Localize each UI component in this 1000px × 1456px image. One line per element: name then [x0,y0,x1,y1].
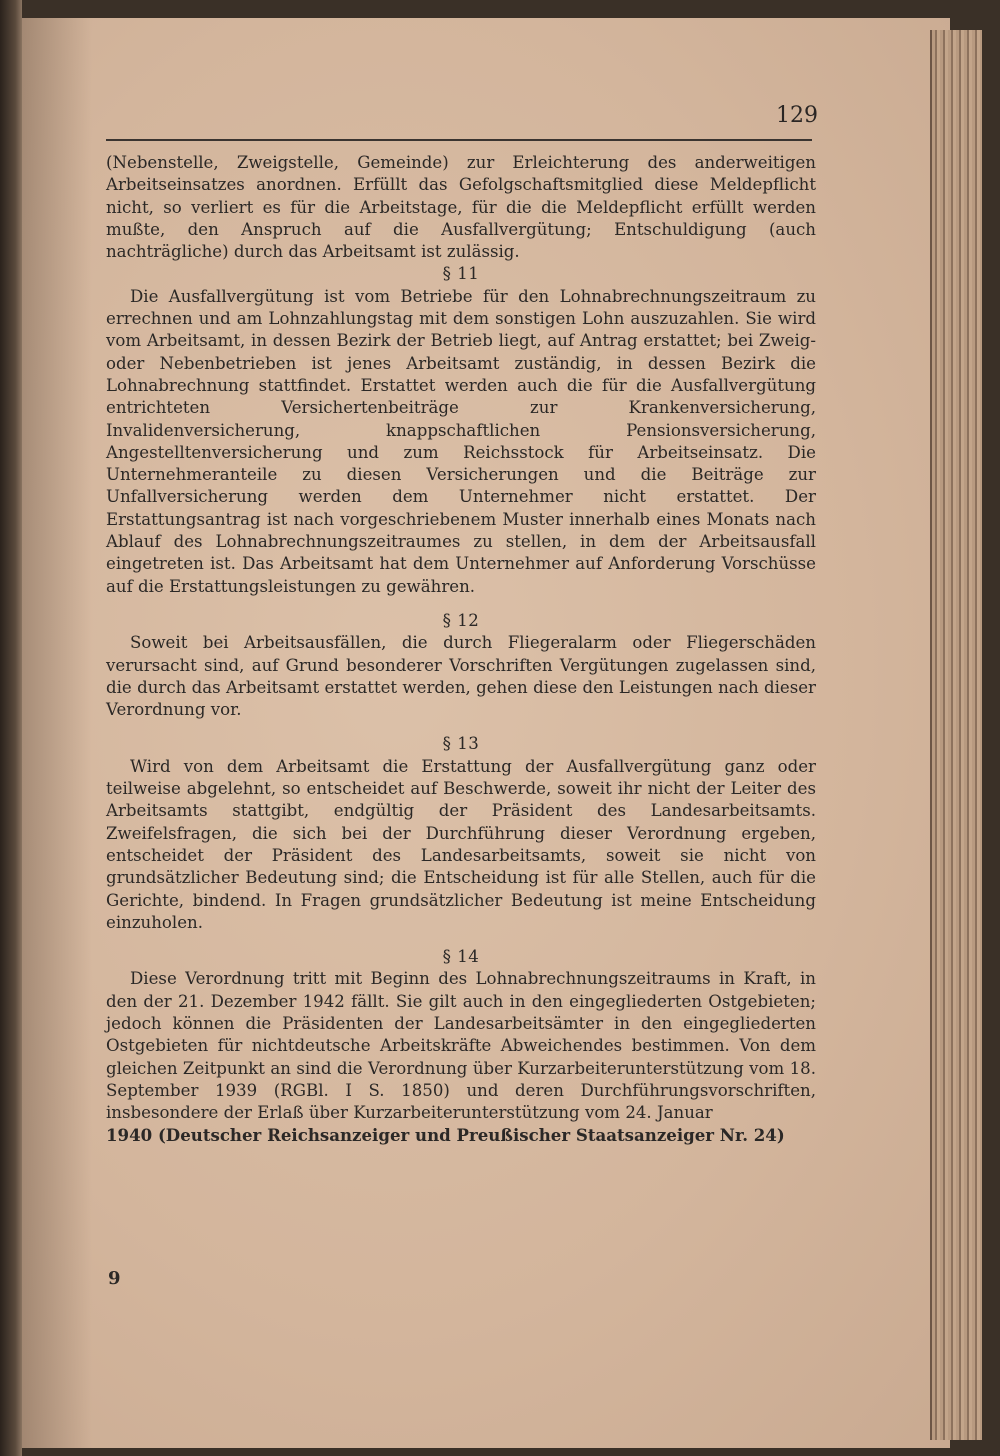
spacer [106,721,816,733]
section-12-text: Soweit bei Arbeitsausfällen, die durch Fliegeralarm oder Fliegerschäden verursacht sind, auf Grund besonderer Vorschriften Vergütungen zugelassen sind, die durch das Arbeitsamt erstattet werden, gehen diese den Leistungen nach dieser Verordnung vor. [106,633,816,720]
book-spine-edge [0,0,22,1456]
section-14-heading: § 14 [442,947,480,967]
section-11-text: Die Ausfallvergütung ist vom Betriebe für den Lohnabrechnungszeitraum zu errechnen und am Lohnzahlungstag mit dem sonstigen Lohn auszuzahlen. Sie wird vom Arbeitsamt, in dessen Bezirk der Betrieb liegt, auf Antrag erstattet; bei Zweig- oder Nebenbetrieben ist jenes Arbeitsamt zuständig, in dessen Bezirk die Lohnabrechnung stattfindet. Erstattet werden auch die für die Ausfallvergütung entrichteten Versichertenbeiträge zur Krankenversicherung, Invalidenversicherung, knappschaftlichen Pensionsversicherung, Angestelltenversicherung und zum Reichsstock für Arbeitseinsatz. Die Unternehmeranteile zu diesen Versicherungen und die Beiträge zur Unfallversicherung werden dem Unternehmer nicht erstattet. Der Erstattungsantrag ist nach vorgeschriebenem Muster innerhalb eines Monats nach Ablauf des Lohnabrechnungszeitraumes zu stellen, in dem der Arbeitsausfall eingetreten ist. Das Arbeitsamt hat dem Unternehmer auf Anforderung Vorschüsse auf die Erstattungsleistungen zu gewähren. [106,286,816,596]
gutter-shadow [22,18,92,1448]
signature-mark: 9 [108,1268,121,1289]
section-14-text: Diese Verordnung tritt mit Beginn des Lohnabrechnungszeitraums in Kraft, in den der 21. Dezember 1942 fällt. Sie gilt auch in den eingegliederten Ostgebieten; jedoch können die Präsidenten der Landesarbeitsämter in den eingegliederten Ostgebieten für nichtdeutsche Arbeitskräfte Abweichendes bestimmen. Von dem gleichen Zeitpunkt an sind die Verordnung über Kurzarbeiterunterstützung vom 18. September 1939 (RGBl. I S. 1850) und deren Durchführungsvorschriften, insbesondere der Erlaß über Kurzarbeiterunterstützung vom 24. Januar [106,969,816,1123]
section-12-heading: § 12 [442,610,480,630]
page-stack-edges [930,30,982,1440]
page-body [106,152,816,1147]
page-number: 129 [776,103,818,128]
intro-paragraph: (Nebenstelle, Zweigstelle, Gemeinde) zur Erleichterung des anderweitigen Arbeitseinsatzes anordnen. Erfüllt das Gefolgschaftsmitglied diese Meldepflicht nicht, so verliert es für die Arbeitstage, für die die Meldepflicht erfüllt werden mußte, den Anspruch auf die Ausfallvergütung; Entschuldigung (auch nachträgliche) durch das Arbeitsamt ist zulässig. [106,153,816,262]
section-11-heading: § 11 [442,264,480,284]
header-rule [106,139,812,141]
section-14-last-line: 1940 (Deutscher Reichsanzeiger und Preußischer Staatsanzeiger Nr. 24) [106,1125,785,1146]
section-13-text: Wird von dem Arbeitsamt die Erstattung der Ausfallvergütung ganz oder teilweise abgelehnt, so entscheidet auf Beschwerde, soweit ihr nicht der Leiter des Arbeitsamts stattgibt, endgültig der Präsident des Landesarbeitsamts. Zweifelsfragen, die sich bei der Durchführung dieser Verordnung ergeben, entscheidet der Präsident des Landesarbeitsamts, soweit sie nicht von grundsätzlicher Bedeutung sind; die Entscheidung ist für alle Stellen, auch für die Gerichte, bindend. In Fragen grundsätzlicher Bedeutung ist meine Entscheidung einzuholen. [106,756,816,932]
spacer [106,934,816,946]
section-13-heading: § 13 [442,734,480,754]
spacer [106,598,816,610]
